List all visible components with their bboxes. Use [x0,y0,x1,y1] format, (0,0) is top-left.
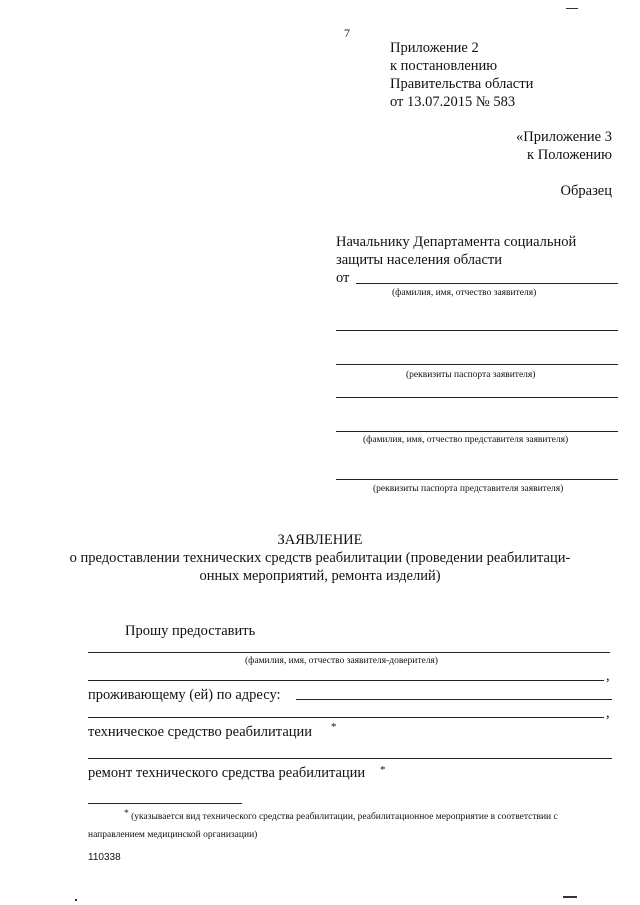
attachment-line-2: к Положению [527,147,612,163]
from-label: от [336,270,350,286]
comma-1: , [606,668,610,684]
repair-asterisk: * [380,764,386,776]
device-label: техническое средство реабилитации [88,724,313,740]
representative-passport-field[interactable] [336,479,618,480]
statement-subtitle-2: онных мероприятий, ремонта изделий) [199,568,441,584]
footnote-text-1: (указывается вид технического средства реабилитации, реабилитационное мероприятие в соответствии с [128,812,558,822]
address-field[interactable] [296,699,612,700]
principal-name-caption: (фамилия, имя, отчество заявителя-доверителя) [245,656,438,666]
representative-passport-caption: (реквизиты паспорта представителя заявителя) [373,484,564,494]
scan-mark-bottom [563,896,577,898]
addressee-line-2: защиты населения области [336,252,502,268]
applicant-passport-field[interactable] [336,364,618,365]
scan-mark-top [566,8,578,9]
statement-title: ЗАЯВЛЕНИЕ [277,532,363,548]
applicant-passport-caption: (реквизиты паспорта заявителя) [406,370,536,380]
appendix-line-2: к постановлению [390,58,498,74]
repair-label: ремонт технического средства реабилитации [88,765,366,781]
footnote-marker: * [124,809,129,819]
applicant-name-field[interactable] [356,283,618,284]
principal-name-field[interactable] [88,652,610,653]
addressee-line-1: Начальнику Департамента социальной [336,234,577,250]
appendix-line-1: Приложение 2 [390,40,479,56]
representative-name-caption: (фамилия, имя, отчество представителя заявителя) [363,435,569,445]
attachment-line-1: «Приложение 3 [516,129,612,145]
device-asterisk: * [331,721,337,733]
page-number: 7 [344,26,350,40]
footnote-line-1 [88,811,558,823]
applicant-passport-field-2[interactable] [336,397,618,398]
device-field[interactable] [88,758,612,759]
request-text: Прошу предоставить [125,623,256,639]
appendix-line-4: от 13.07.2015 № 583 [390,94,516,110]
address-label: проживающему (ей) по адресу: [88,687,281,703]
comma-2: , [606,705,610,721]
applicant-name-field-2[interactable] [336,330,618,331]
appendix-line-3: Правительства области [390,76,534,92]
representative-name-field[interactable] [336,431,618,432]
scan-dot [75,899,77,901]
applicant-name-caption: (фамилия, имя, отчество заявителя) [392,288,537,298]
form-code: 110338 [88,852,121,863]
sample-label: Образец [560,183,612,199]
statement-subtitle-1: о предоставлении технических средств реабилитации (проведении реабилитаци- [69,550,571,566]
footnote-line-2: направлением медицинской организации) [88,830,258,840]
footnote-divider [88,803,242,804]
principal-name-field-2[interactable] [88,680,604,681]
address-field-2[interactable] [88,717,604,718]
